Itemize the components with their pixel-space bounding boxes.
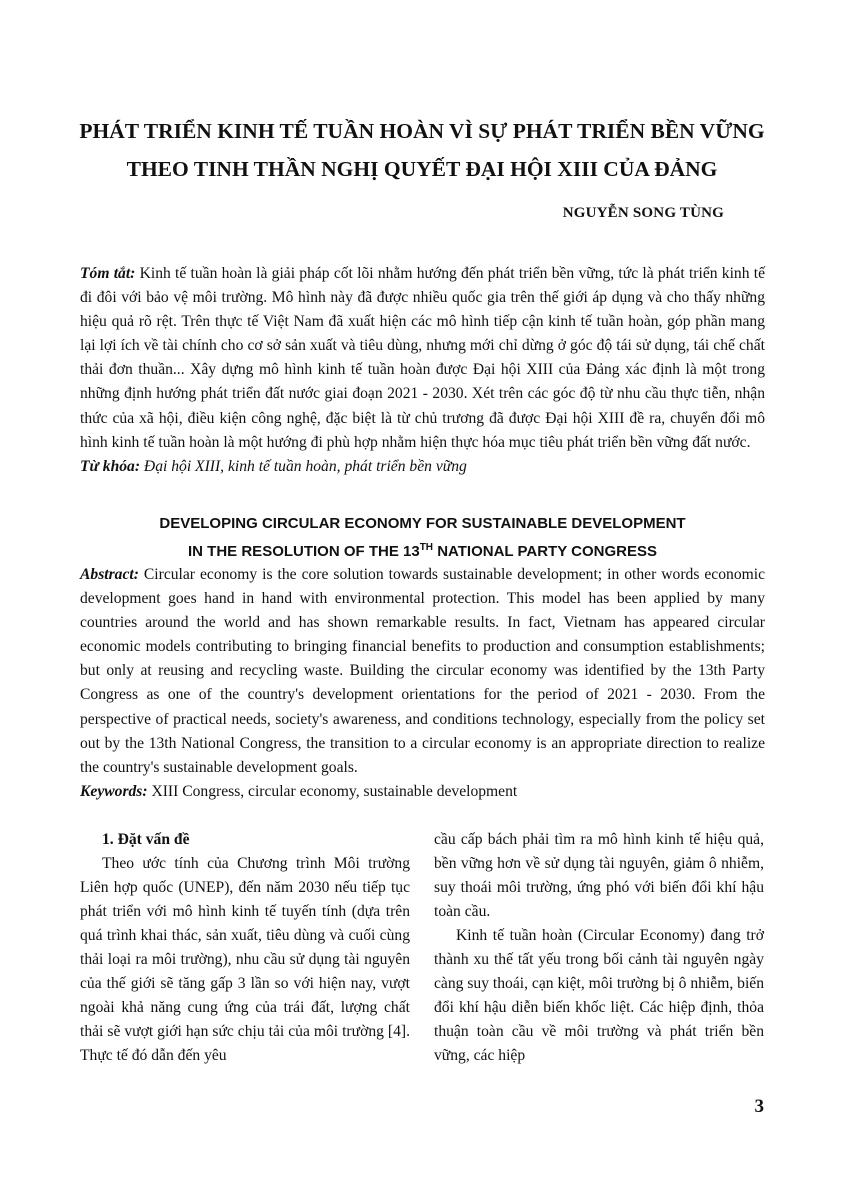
body-paragraph: Kinh tế tuần hoàn (Circular Economy) đang trở thành xu thế tất yếu trong bối cảnh tài nguyên ngày càng suy thoái, cạn kiệt, môi trường bị ô nhiễm, biến đổi khí hậu diễn biến khốc liệt. Các hiệp định, thỏa thuận toàn cầu về môi trường và phát triển bền vững, các hiệp <box>434 927 764 1064</box>
english-title-line-1: DEVELOPING CIRCULAR ECONOMY FOR SUSTAINABLE DEVELOPMENT <box>159 515 686 532</box>
abstract-en-text: Circular economy is the core solution towards sustainable development; in other words economic development goes hand in hand with environmental protection. This model has been applied by many countries around the world and has shown remarkable results. In fact, Vietnam has appeared circular economic models contributing to bringing financial benefits to production and consumption establishments; but only at reusing and recycling waste. Building the circular economy was identified by the 13th Party Congress as one of the country's development orientations for the period of 2021 - 2030. From the perspective of practical needs, society's awareness, and conditions technology, especially from the policy set out by the 13th National Congress, the transition to a circular economy is an appropriate direction to realize the country's sustainable development goals. <box>80 566 765 776</box>
keywords-en-label: Keywords: <box>80 782 148 800</box>
body-column-right <box>434 828 764 1068</box>
english-title-line-2-post: NATIONAL PARTY CONGRESS <box>433 543 657 560</box>
title-line-1: PHÁT TRIỂN KINH TẾ TUẦN HOÀN VÌ SỰ PHÁT TRIỂN BỀN VỮNG <box>79 119 765 143</box>
abstract-vietnamese <box>80 262 765 479</box>
body-paragraph-continued: cầu cấp bách phải tìm ra mô hình kinh tế hiệu quả, bền vững hơn về sử dụng tài nguyên, giảm ô nhiễm, suy thoái môi trường, ứng phó với biến đổi khí hậu toàn cầu. <box>434 831 764 920</box>
abstract-vi-text: Kinh tế tuần hoàn là giải pháp cốt lõi nhằm hướng đến phát triển bền vững, tức là phát triển kinh tế đi đôi với bảo vệ môi trường. Mô hình này đã được nhiều quốc gia trên thế giới áp dụng và cho thấy những hiệu quả rõ rệt. Trên thực tế Việt Nam đã xuất hiện các mô hình tiếp cận kinh tế tuần hoàn, góp phần mang lại lợi ích về tài chính cho cơ sở sản xuất và tiêu dùng, nhưng mới chỉ dừng ở góc độ tái sử dụng, tái chế chất thải đơn thuần... Xây dựng mô hình kinh tế tuần hoàn được Đại hội XIII của Đảng xác định là một trong những định hướng phát triển đất nước giai đoạn 2021 - 2030. Xét trên các góc độ từ nhu cầu thực tiễn, nhận thức của xã hội, điều kiện công nghệ, đặc biệt là từ chủ trương đã được Đại hội XIII đề ra, chuyển đổi mô hình kinh tế tuần hoàn là một hướng đi phù hợp nhằm hiện thực hóa mục tiêu phát triển bền vững đất nước. <box>80 265 765 451</box>
abstract-vi-label: Tóm tắt: <box>80 265 136 282</box>
page-number: 3 <box>754 1096 764 1117</box>
english-title-line-2-pre: IN THE RESOLUTION OF THE 13 <box>188 543 420 560</box>
abstract-english <box>80 563 765 804</box>
author-name: NGUYỄN SONG TÙNG <box>562 205 724 221</box>
english-title-superscript: TH <box>419 542 434 553</box>
body-paragraph: Theo ước tính của Chương trình Môi trường Liên hợp quốc (UNEP), đến năm 2030 nếu tiếp tục phát triển với mô hình kinh tế tuyến tính (dựa trên quá trình khai thác, sản xuất, tiêu dùng và cuối cùng thải loại ra môi trường), nhu cầu sử dụng tài nguyên của thế giới sẽ tăng gấp 3 lần so với hiện nay, vượt ngoài khả năng cung ứng của trái đất, lượng chất thải sẽ vượt giới hạn sức chịu tải của môi trường [4]. Thực tế đó dẫn đến yêu <box>80 855 410 1064</box>
article-title <box>60 112 784 188</box>
english-title <box>80 512 765 564</box>
keywords-vi-label: Từ khóa: <box>80 457 141 475</box>
keywords-vi-text: Đại hội XIII, kinh tế tuần hoàn, phát triển bền vững <box>140 457 467 475</box>
section-heading: 1. Đặt vấn đề <box>102 831 190 848</box>
title-line-2: THEO TINH THẦN NGHỊ QUYẾT ĐẠI HỘI XIII CỦA ĐẢNG <box>126 157 718 181</box>
english-title-line-2 <box>80 536 765 564</box>
abstract-en-label: Abstract: <box>80 566 139 583</box>
keywords-en-text: XIII Congress, circular economy, sustainable development <box>147 782 518 800</box>
body-column-left <box>80 828 410 1068</box>
